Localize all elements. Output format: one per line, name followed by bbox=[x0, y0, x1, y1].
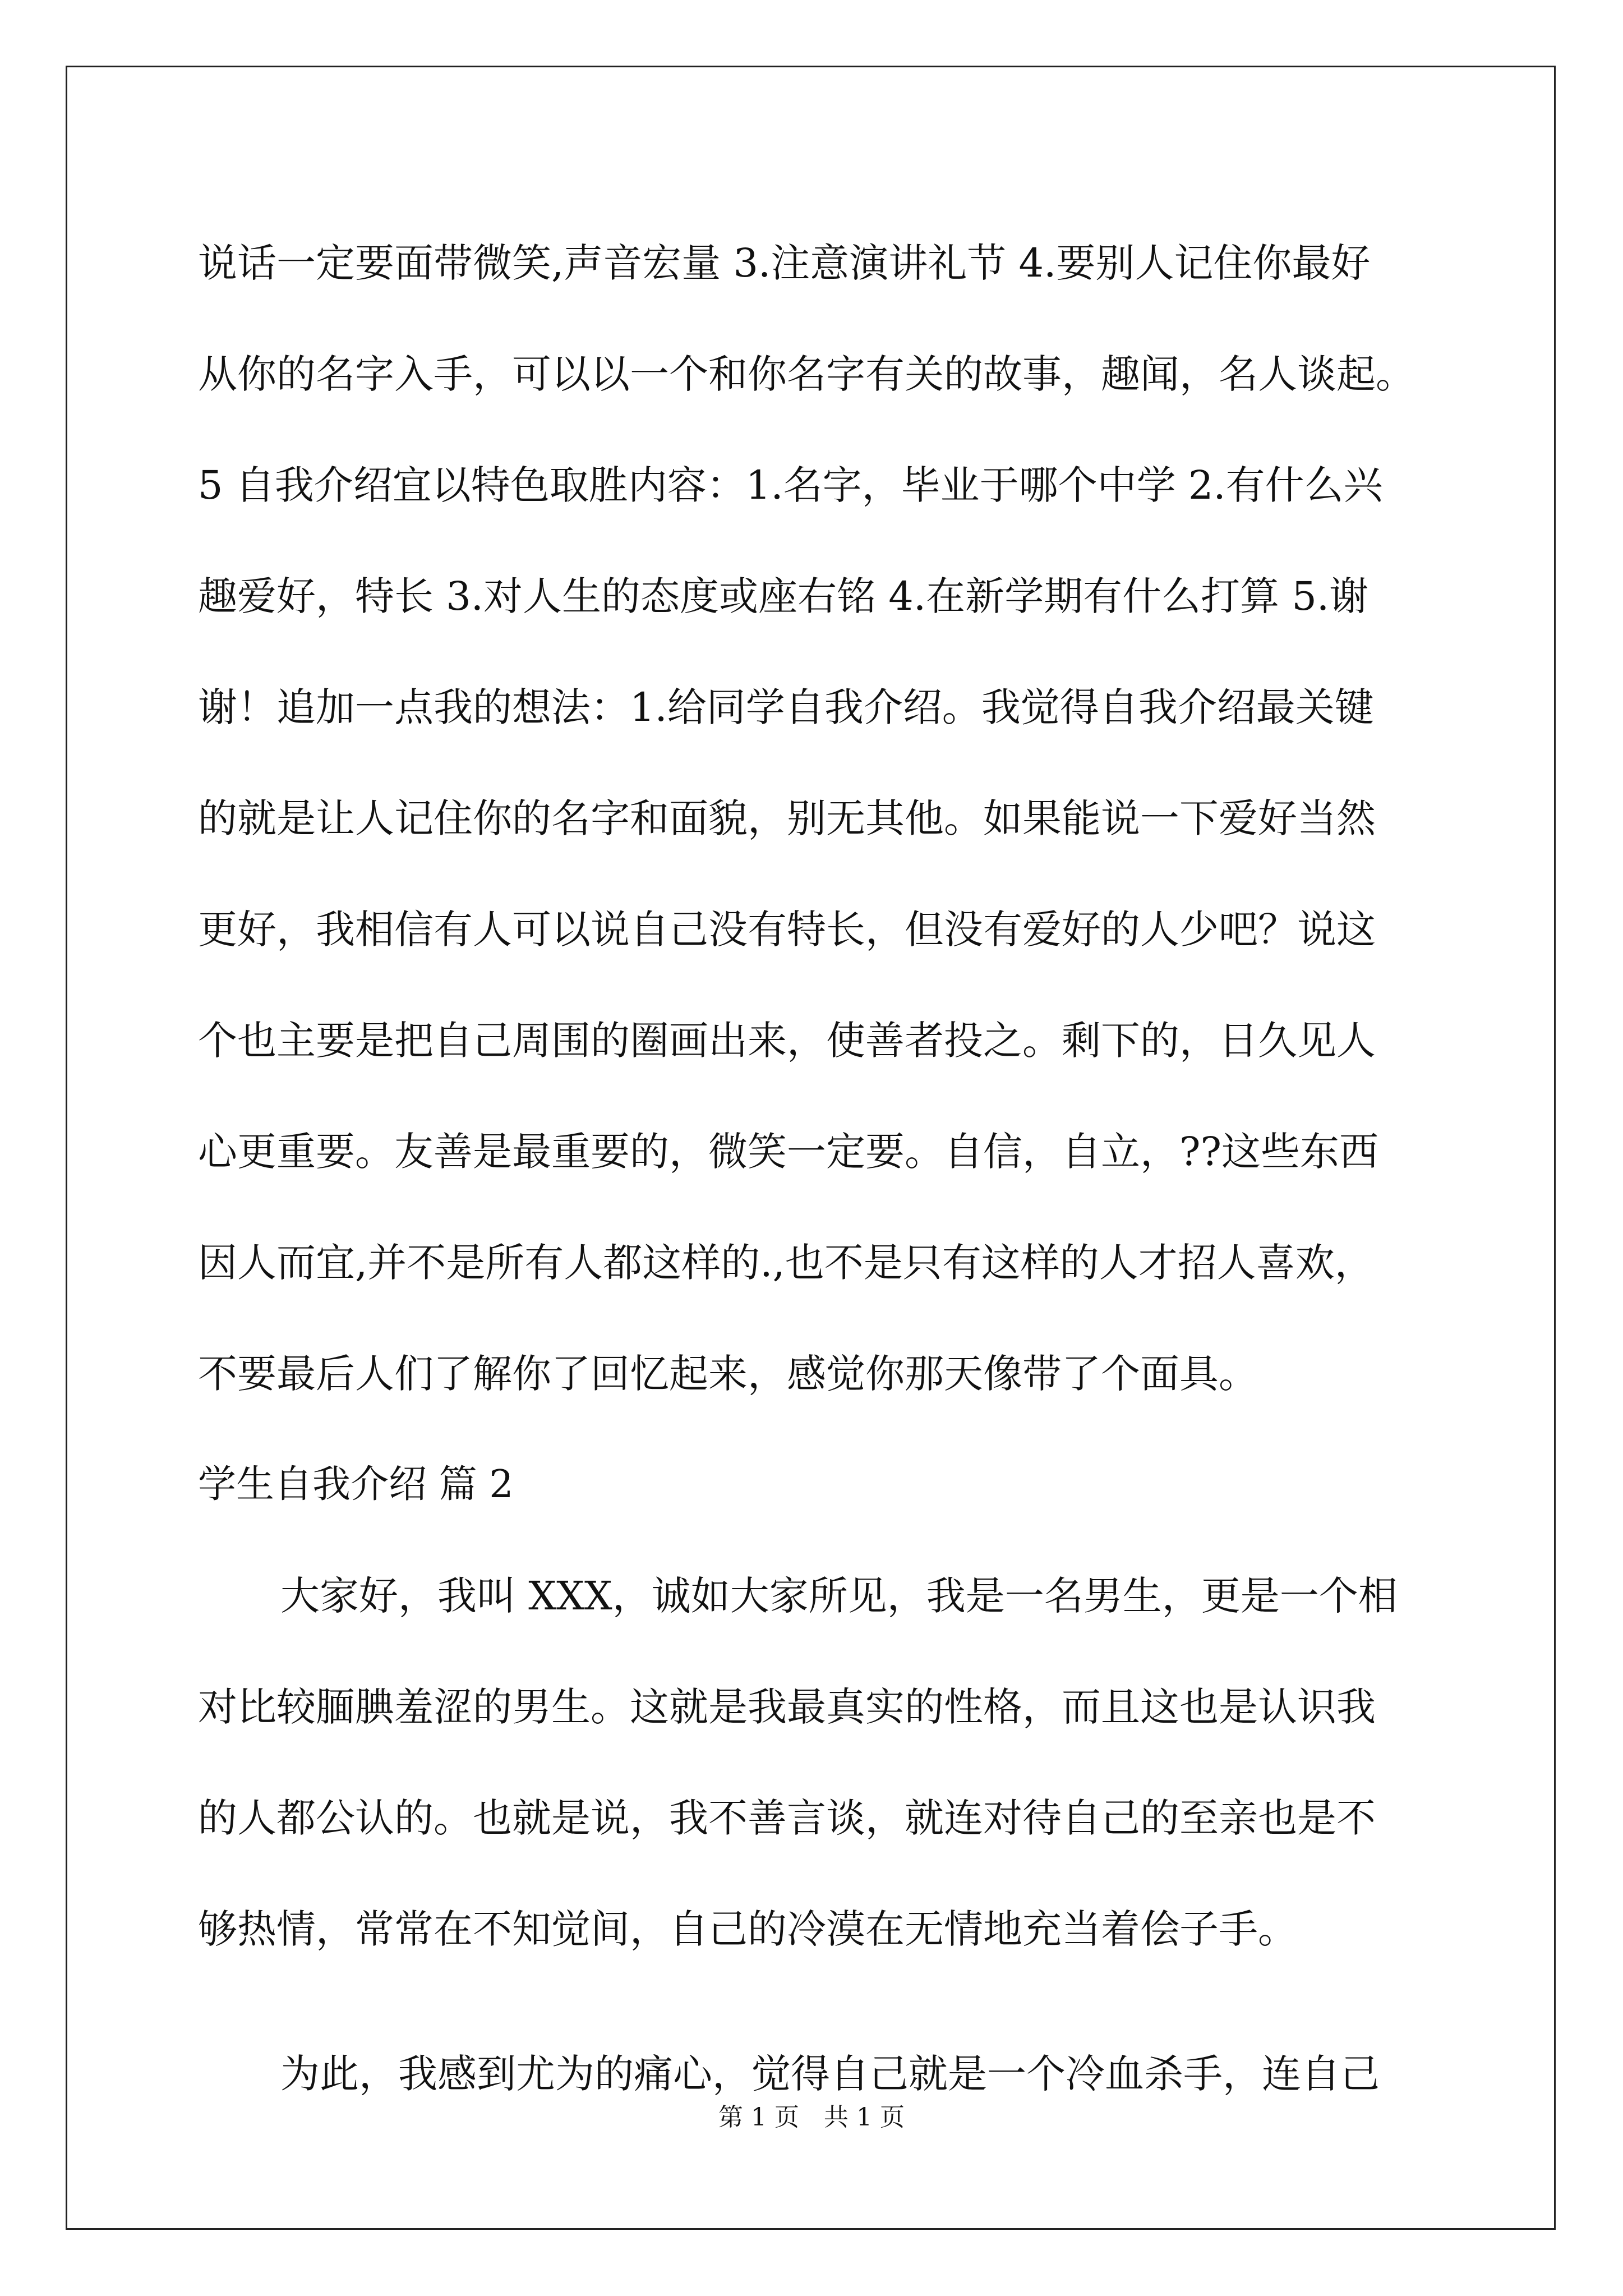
text-line: 大家好，我叫 XXX，诚如大家所见，我是一名男生，更是一个相 bbox=[280, 1573, 1398, 1619]
text-line: 的人都公认的。也就是说，我不善言谈，就连对待自己的至亲也是不 bbox=[198, 1795, 1376, 1841]
text-line: 为此，我感到尤为的痛心，觉得自己就是一个冷血杀手，连自己 bbox=[280, 2051, 1380, 2097]
paragraph-spacer bbox=[198, 1985, 1432, 2018]
text-line: 不要最后人们了解你了回忆起来，感觉你那天像带了个面具。 bbox=[198, 1351, 1258, 1397]
text-line: 的就是让人记住你的名字和面貌，别无其他。如果能说一下爱好当然 bbox=[198, 795, 1376, 841]
paragraph-1 bbox=[198, 208, 1432, 1429]
text-line: 对比较腼腆羞涩的男生。这就是我最真实的性格，而且这也是认识我 bbox=[198, 1684, 1376, 1730]
page-footer: 第 1 页 共 1 页 bbox=[718, 2103, 905, 2132]
text-line: 谢！追加一点我的想法：1.给同学自我介绍。我觉得自我介绍最关键 bbox=[198, 684, 1374, 730]
text-line: 5 自我介绍宜以特色取胜内容：1.名字，毕业于哪个中学 2.有什么兴 bbox=[198, 462, 1383, 508]
document-body bbox=[198, 208, 1432, 2129]
text-line: 更好，我相信有人可以说自己没有特长，但没有爱好的人少吧？说这 bbox=[198, 907, 1376, 953]
text-line: 够热情，常常在不知觉间，自己的冷漠在无情地充当着侩子手。 bbox=[198, 1906, 1297, 1952]
text-line: 因人而宜,并不是所有人都这样的.,也不是只有这样的人才招人喜欢， bbox=[198, 1240, 1374, 1286]
paragraph-2 bbox=[198, 1540, 1432, 1985]
text-line: 心更重要。友善是最重要的，微笑一定要。自信，自立，??这些东西 bbox=[198, 1129, 1379, 1175]
text-line: 个也主要是把自己周围的圈画出来，使善者投之。剩下的，日久见人 bbox=[198, 1018, 1376, 1064]
text-line: 说话一定要面带微笑,声音宏量 3.注意演讲礼节 4.要别人记住你最好 bbox=[198, 240, 1371, 286]
text-line: 趣爱好，特长 3.对人生的态度或座右铭 4.在新学期有什么打算 5.谢 bbox=[198, 573, 1369, 619]
section-heading: 学生自我介绍 篇 2 bbox=[198, 1462, 514, 1507]
text-line: 从你的名字入手，可以以一个和你名字有关的故事，趣闻，名人谈起。 bbox=[198, 351, 1415, 397]
